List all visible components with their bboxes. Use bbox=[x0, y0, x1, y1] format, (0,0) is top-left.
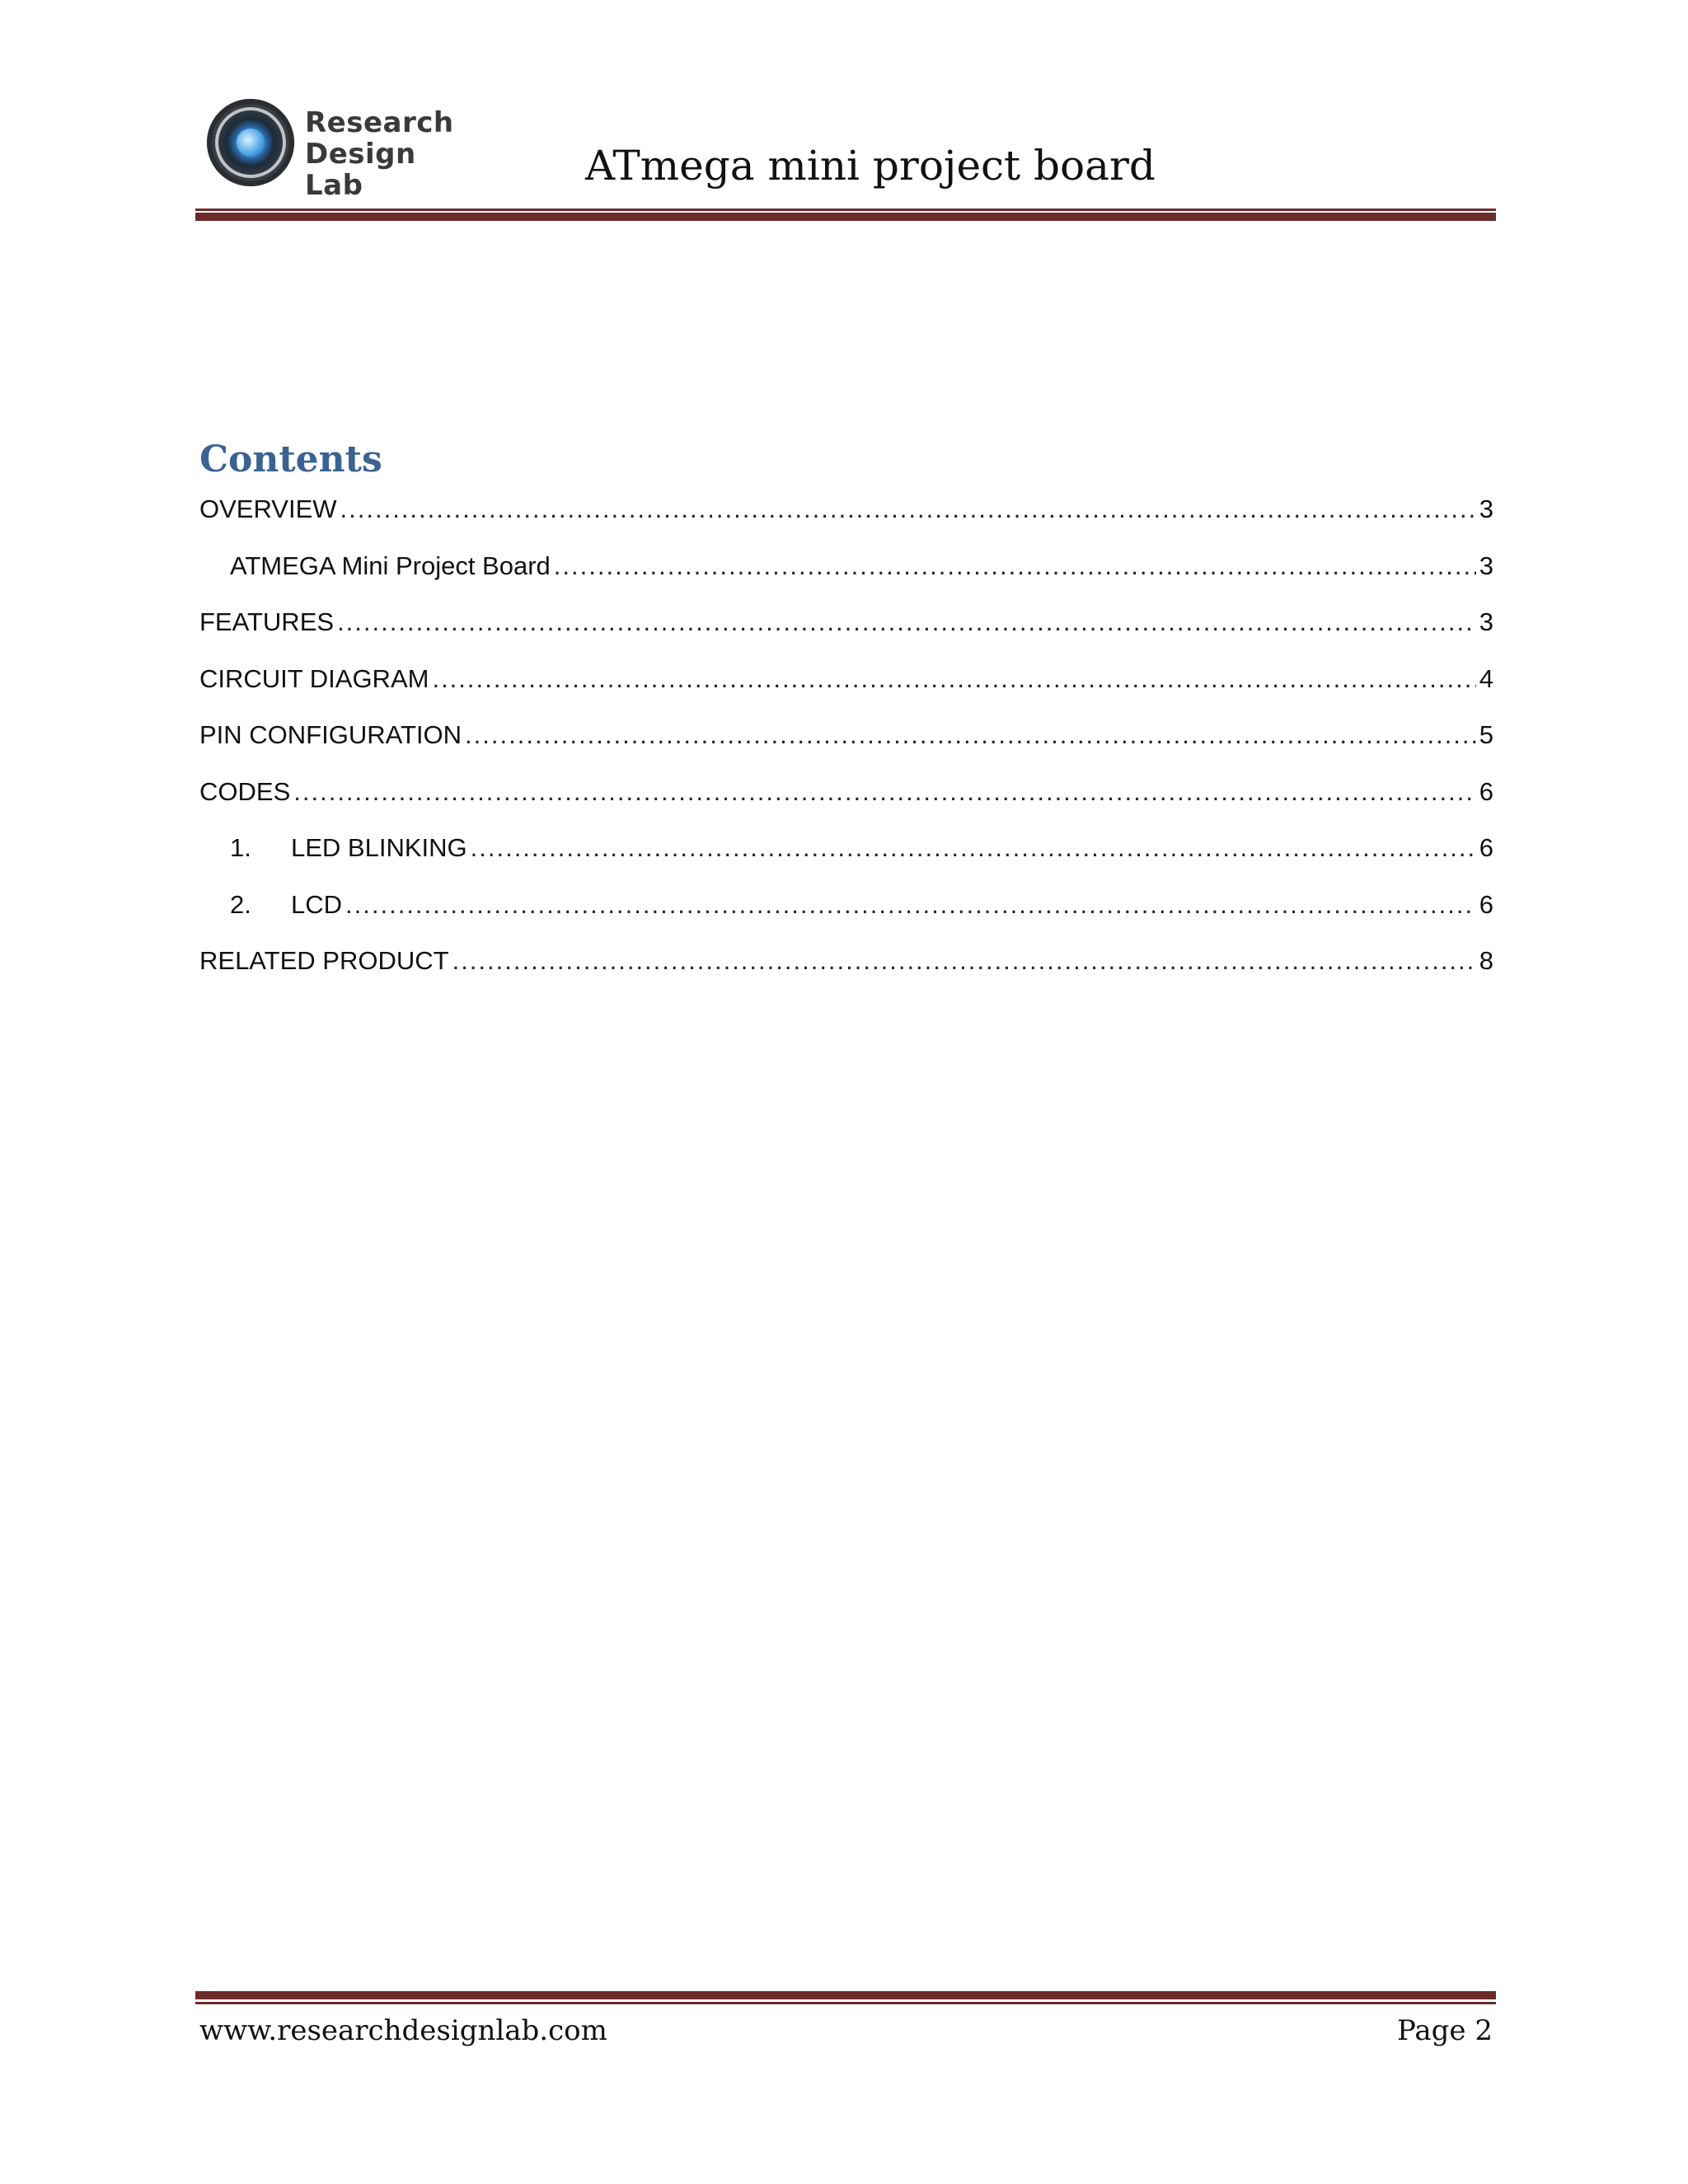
toc-entry[interactable] bbox=[199, 940, 1493, 996]
toc-entry-page: 6 bbox=[1479, 776, 1493, 806]
toc-entry[interactable] bbox=[199, 771, 1493, 827]
toc-entry[interactable] bbox=[199, 827, 1493, 883]
toc-entry-page: 4 bbox=[1479, 663, 1493, 693]
table-of-contents bbox=[199, 488, 1493, 996]
logo-text bbox=[305, 107, 474, 201]
toc-entry-label: CODES bbox=[199, 776, 291, 806]
toc-entry-page: 3 bbox=[1479, 551, 1493, 580]
toc-entry-number: 1. bbox=[230, 833, 251, 862]
toc-entry-label: LED BLINKING bbox=[291, 833, 467, 862]
toc-entry-page: 3 bbox=[1479, 607, 1493, 636]
toc-entry-label: RELATED PRODUCT bbox=[199, 946, 449, 975]
toc-entry[interactable] bbox=[199, 883, 1493, 940]
footer-page-number: Page 2 bbox=[1397, 2014, 1493, 2047]
toc-entry[interactable] bbox=[199, 658, 1493, 715]
logo-line-2: Design Lab bbox=[305, 138, 416, 202]
logo-emblem-icon bbox=[207, 99, 294, 186]
toc-entry-page: 6 bbox=[1479, 833, 1493, 862]
toc-entry[interactable] bbox=[199, 601, 1493, 658]
toc-entry[interactable] bbox=[199, 714, 1493, 771]
toc-entry-page: 6 bbox=[1479, 889, 1493, 919]
toc-entry-page: 5 bbox=[1479, 720, 1493, 749]
header-title: ATmega mini project board bbox=[585, 142, 1156, 190]
toc-entry-label: PIN CONFIGURATION bbox=[199, 720, 462, 749]
toc-dot-leader bbox=[337, 601, 1476, 644]
toc-entry[interactable] bbox=[199, 545, 1493, 602]
footer-rule-thin bbox=[195, 2002, 1496, 2004]
toc-dot-leader bbox=[340, 488, 1476, 531]
toc-dot-leader bbox=[554, 545, 1476, 588]
toc-entry-page: 8 bbox=[1479, 946, 1493, 975]
footer-rule-thick bbox=[195, 1991, 1496, 1999]
header-rule-thin bbox=[195, 209, 1496, 211]
toc-entry[interactable] bbox=[199, 488, 1493, 545]
toc-dot-leader bbox=[293, 771, 1476, 813]
toc-entry-page: 3 bbox=[1479, 494, 1493, 523]
logo-line-1: Research bbox=[305, 106, 454, 139]
toc-dot-leader bbox=[345, 883, 1476, 926]
toc-entry-label: ATMEGA Mini Project Board bbox=[230, 551, 551, 580]
header-rule-thick bbox=[195, 213, 1496, 221]
toc-dot-leader bbox=[432, 658, 1475, 701]
toc-dot-leader bbox=[465, 714, 1476, 757]
toc-entry-label: CIRCUIT DIAGRAM bbox=[199, 663, 429, 693]
toc-entry-label: OVERVIEW bbox=[199, 494, 337, 523]
toc-entry-label: LCD bbox=[291, 889, 343, 919]
toc-entry-label: FEATURES bbox=[199, 607, 335, 636]
toc-dot-leader bbox=[452, 940, 1476, 982]
toc-dot-leader bbox=[471, 827, 1476, 869]
toc-entry-number: 2. bbox=[230, 889, 251, 919]
toc-heading: Contents bbox=[199, 438, 382, 480]
footer-website-link[interactable]: www.researchdesignlab.com bbox=[199, 2014, 607, 2047]
company-logo bbox=[202, 96, 474, 202]
